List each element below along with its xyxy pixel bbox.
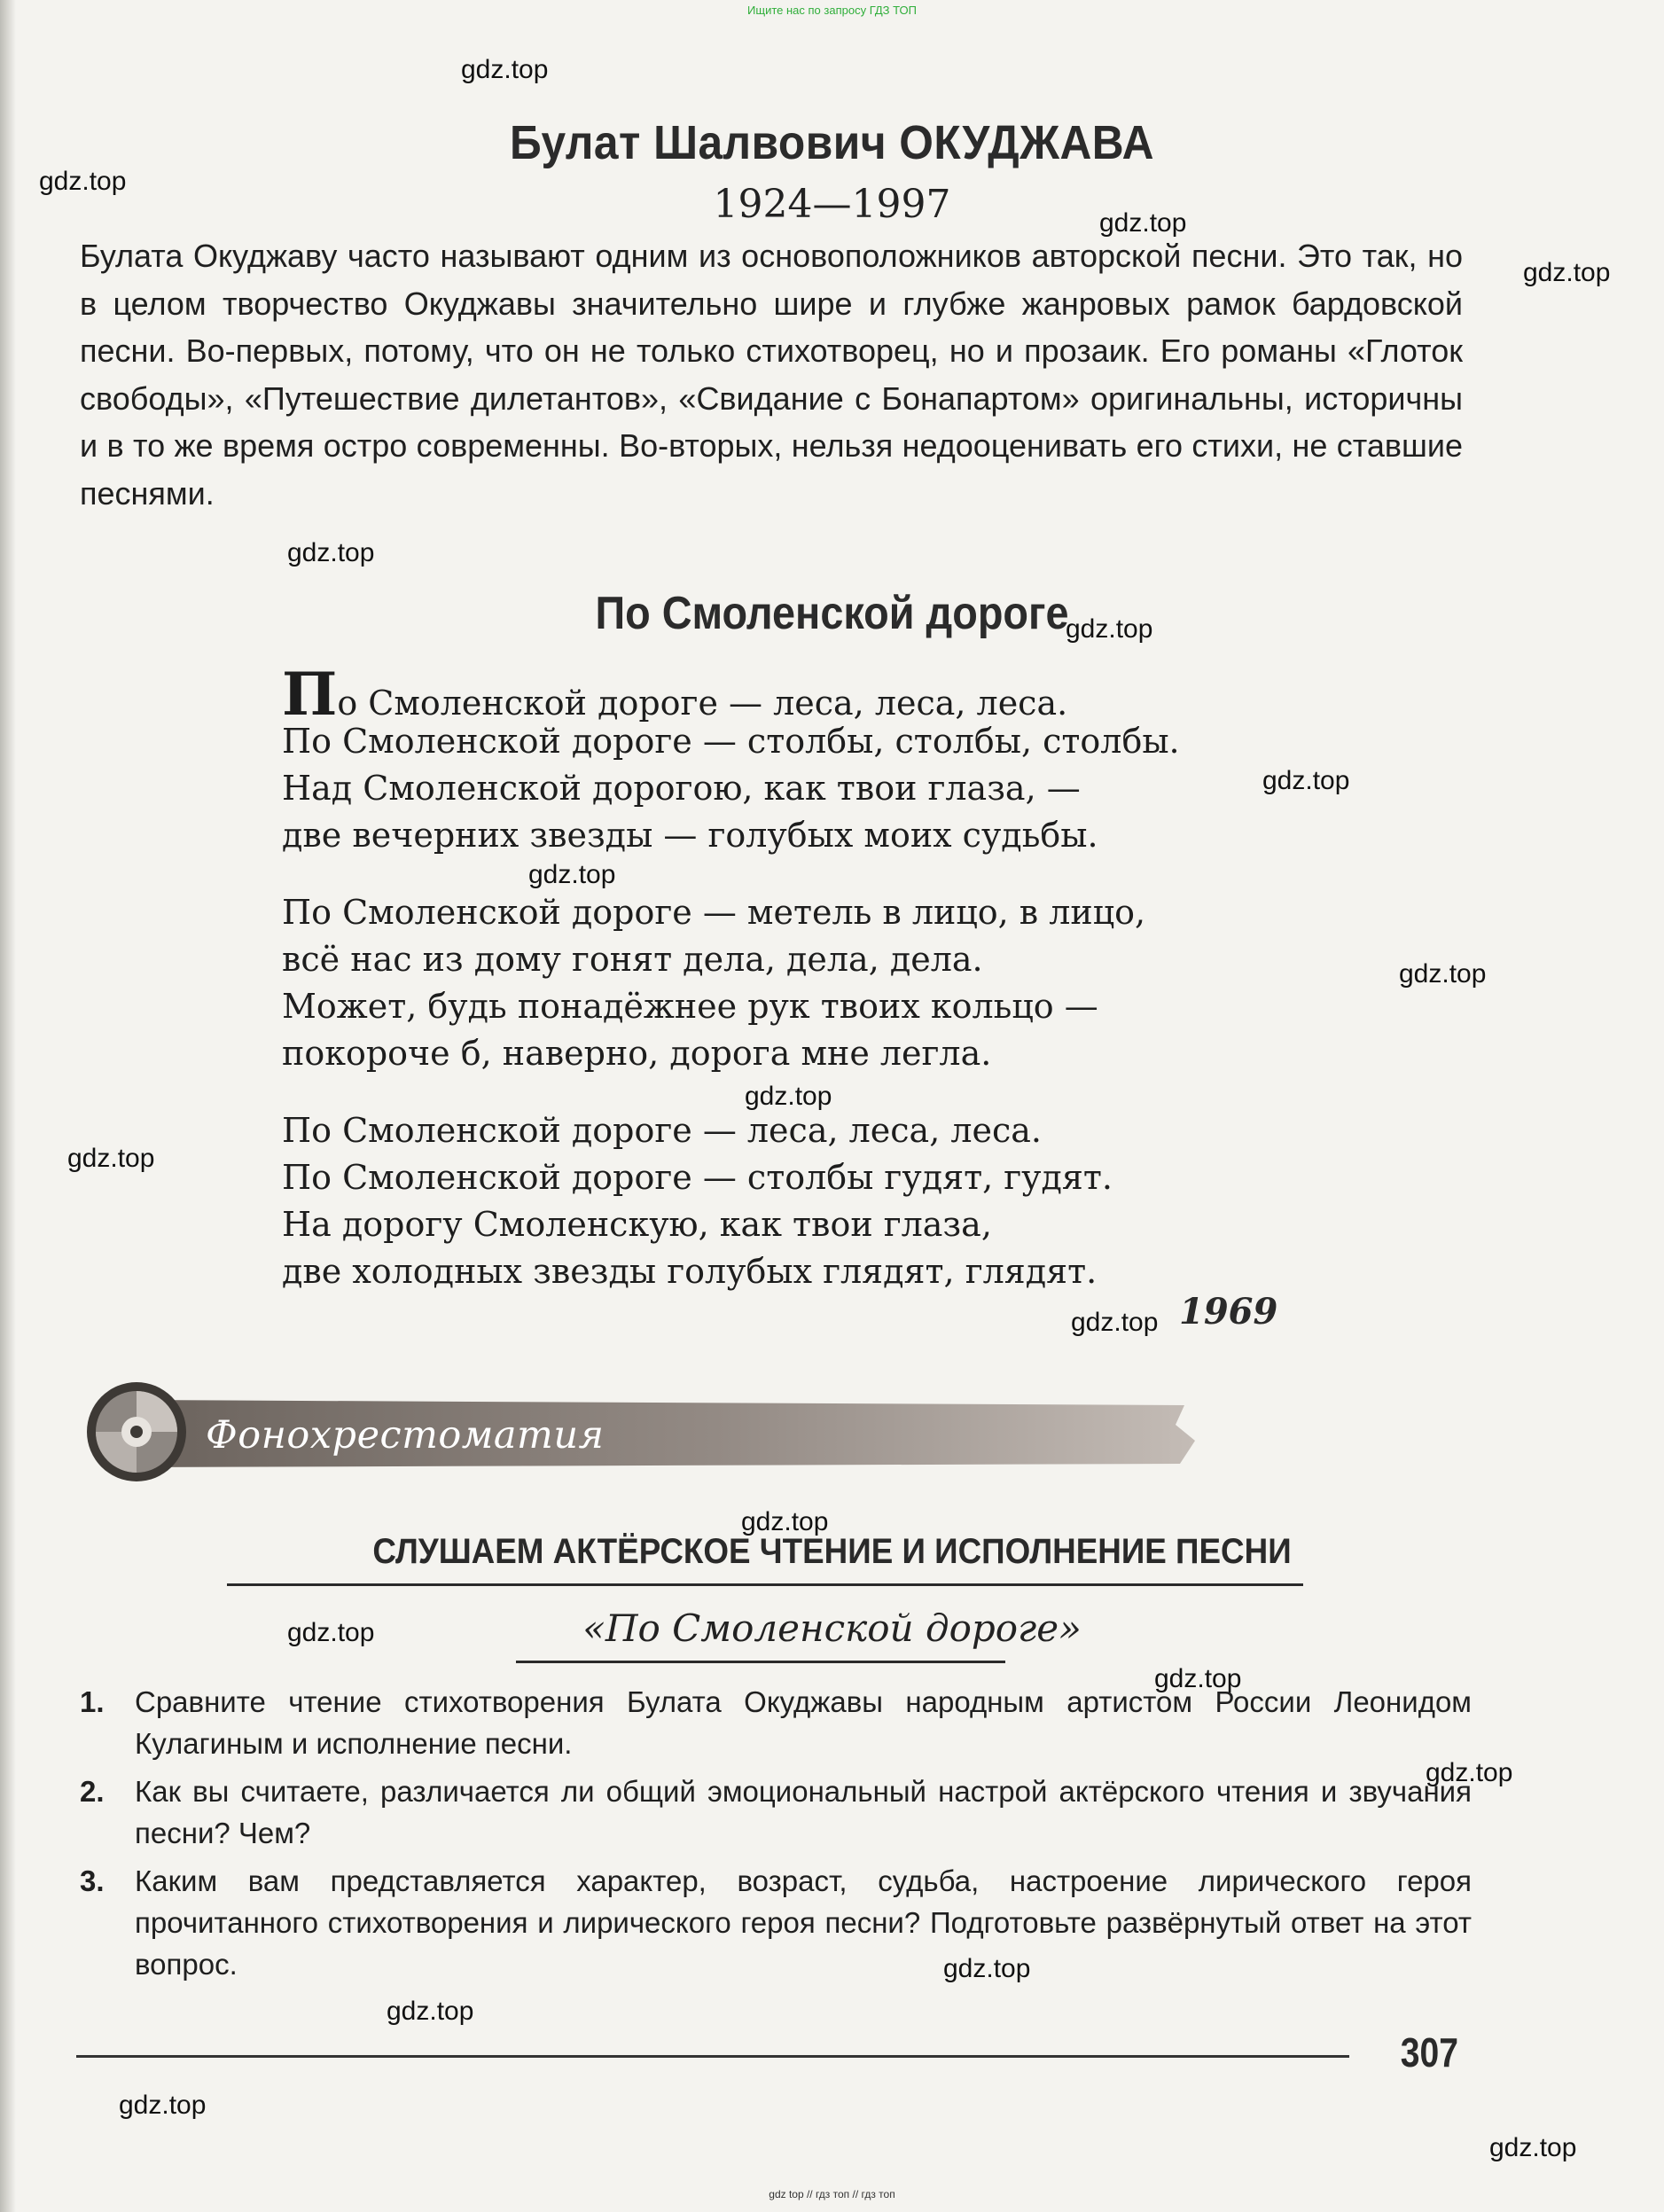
poem-line: На дорогу Смоленскую, как твои глаза, (282, 1205, 992, 1244)
question-text: Каким вам представляется характер, возраст, судьба, настроение лирического героя прочитанного стихотворения и лирического героя песни? Подготовьте развёрнутый ответ на этот вопрос. (135, 1864, 1472, 1981)
poem-line: По Смоленской дороге — столбы, столбы, столбы. (282, 722, 1180, 761)
watermark: gdz.top (1489, 2133, 1577, 2162)
page-number: 307 (1400, 2029, 1458, 2075)
watermark: gdz.top (1426, 1758, 1513, 1787)
poem-line: всё нас из дому гонят дела, дела, дела. (282, 940, 983, 979)
section-title-underline (227, 1583, 1303, 1586)
poem-title: По Смоленской дороге (595, 588, 1069, 639)
section-subtitle: «По Смоленской дороге» (582, 1606, 1082, 1650)
section-title: СЛУШАЕМ АКТЁРСКОЕ ЧТЕНИЕ И ИСПОЛНЕНИЕ ПЕСНИ (372, 1532, 1292, 1571)
watermark: gdz.top (1523, 258, 1611, 287)
poem-line: По Смоленской дороге — леса, леса, леса. (282, 1111, 1043, 1150)
watermark: gdz.top (943, 1954, 1031, 1983)
footer-rule (76, 2055, 1349, 2058)
watermark: gdz.top (1262, 766, 1350, 795)
drop-cap: П (282, 660, 338, 729)
watermark: gdz.top (461, 55, 549, 84)
question-item (80, 1770, 1472, 1854)
poem-stanza-2 (282, 889, 1346, 1077)
question-item (80, 1860, 1472, 1985)
watermark: gdz.top (741, 1507, 829, 1536)
question-number: 3. (80, 1864, 105, 1897)
questions-list (80, 1681, 1472, 1991)
question-item (80, 1681, 1472, 1764)
poem-line: По Смоленской дороге — леса, леса, леса. (282, 660, 1068, 729)
poem-line: Может, будь понадёжнее рук твоих кольцо — (282, 987, 1098, 1026)
watermark: gdz.top (1066, 614, 1153, 644)
poem-line: покороче б, наверно, дорога мне легла. (282, 1034, 992, 1073)
top-watermark-note: Ищите нас по запросу ГДЗ ТОП (747, 4, 917, 17)
bottom-watermark-note: gdz top // гдз топ // гдз топ (769, 2188, 895, 2200)
poem-line: По Смоленской дороге — метель в лицо, в лицо, (282, 893, 1146, 932)
question-number: 2. (80, 1775, 105, 1808)
cd-disc-icon (87, 1382, 186, 1481)
poem-line: две вечерних звезды — голубых моих судьбы. (282, 816, 1098, 855)
author-name: Булат Шалвович ОКУДЖАВА (509, 116, 1155, 169)
watermark: gdz.top (1154, 1664, 1242, 1693)
poem-stanza-1 (282, 660, 1346, 859)
banner-label: Фонохрестоматия (206, 1413, 605, 1458)
section-subtitle-underline (516, 1661, 1005, 1663)
poem-line: По Смоленской дороге — столбы гудят, гудят. (282, 1158, 1113, 1197)
page-gutter-shadow (0, 0, 16, 2212)
question-text: Сравните чтение стихотворения Булата Окуджавы народным артистом России Леонидом Кулагиным и исполнение песни. (135, 1685, 1472, 1760)
poem-line: две холодных звезды голубых глядят, глядят. (282, 1252, 1098, 1291)
watermark: gdz.top (1099, 208, 1187, 238)
watermark: gdz.top (1071, 1308, 1159, 1337)
intro-paragraph: Булата Окуджаву часто называют одним из основоположников авторской песни. Это так, но в целом творчество Окуджавы значительно шире и глубже жанровых рамок бардовской песни. Во-первых, потому, что он не только стихотворец, но и прозаик. Его романы «Глоток свободы», «Путешествие дилетантов», «Свидание с Бонапартом» оригинальны, историчны и в то же время остро современны. Во-вторых, нельзя недооценивать его стихи, не ставшие песнями. (80, 238, 1463, 512)
question-number: 1. (80, 1685, 105, 1718)
watermark: gdz.top (39, 167, 127, 196)
watermark: gdz.top (387, 1997, 474, 2026)
watermark: gdz.top (745, 1082, 832, 1111)
question-text: Как вы считаете, различается ли общий эмоциональный настрой актёрского чтения и звучания песни? Чем? (135, 1775, 1472, 1849)
poem-stanza-3 (282, 1107, 1346, 1295)
watermark: gdz.top (287, 1618, 375, 1647)
watermark: gdz.top (287, 538, 375, 567)
watermark: gdz.top (67, 1144, 155, 1173)
poem-line: Над Смоленской дорогою, как твои глаза, — (282, 769, 1081, 808)
poem-year: 1969 (1179, 1291, 1278, 1333)
watermark: gdz.top (528, 860, 616, 889)
watermark: gdz.top (119, 2091, 207, 2120)
watermark: gdz.top (1399, 959, 1487, 989)
author-years: 1924—1997 (713, 182, 951, 227)
